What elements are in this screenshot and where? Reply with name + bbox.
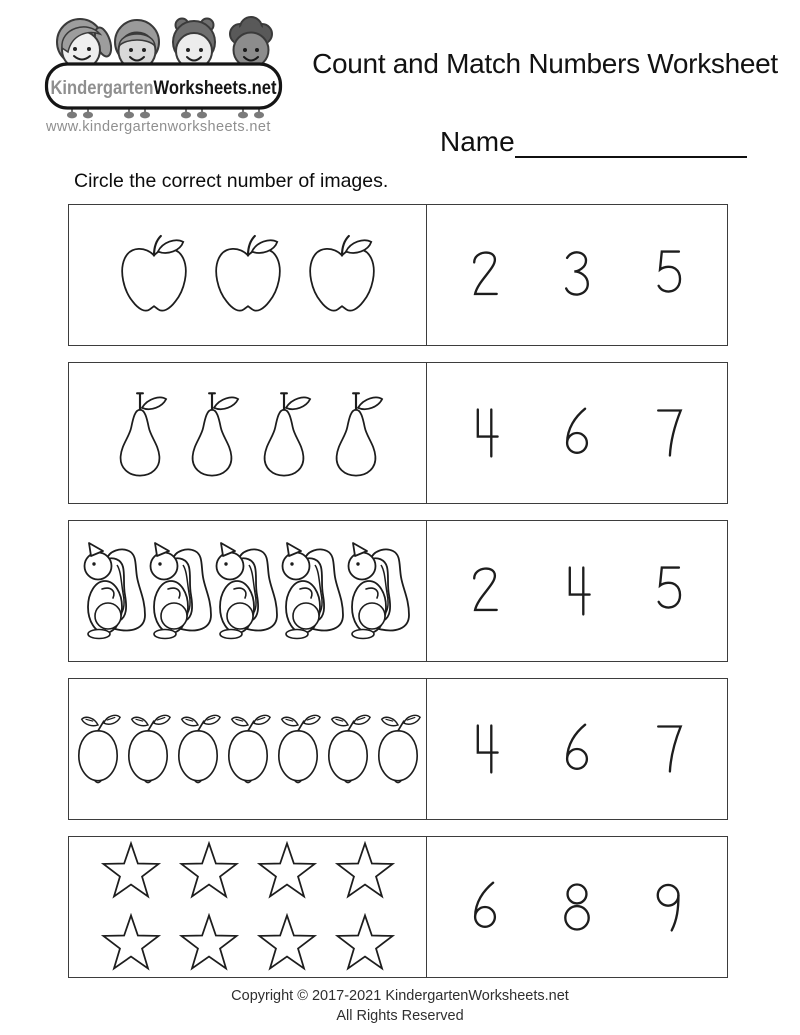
lemon-image: [324, 711, 372, 787]
choices-cell: [427, 363, 727, 503]
apple-image: [209, 232, 287, 318]
choices-cell: [427, 521, 727, 661]
kid-girl-1-icon: [57, 19, 114, 69]
lemon-image: [374, 711, 422, 787]
lemon-image: [74, 711, 122, 787]
star-image: [178, 913, 240, 973]
squirrel-image: [281, 540, 347, 642]
number-choice-4: [467, 719, 503, 779]
star-image: [256, 913, 318, 973]
pear-image: [182, 386, 242, 480]
kid-girl-2-icon: [173, 19, 215, 70]
instruction-text: Circle the correct number of images.: [74, 170, 389, 192]
number-choice-6: [467, 877, 503, 937]
images-cell: [69, 679, 427, 819]
brand-text-gray: Kindergarten: [50, 76, 154, 99]
star-image: [256, 841, 318, 901]
number-choice-4: [559, 561, 595, 621]
images-cell: [69, 837, 427, 977]
name-row: [440, 126, 747, 158]
worksheet-row: [68, 362, 728, 504]
worksheet-row: [68, 678, 728, 820]
star-image: [334, 841, 396, 901]
worksheet-row: [68, 836, 728, 978]
lemon-image: [274, 711, 322, 787]
kindergartenworksheets-logo: [44, 12, 284, 122]
apple-image: [303, 232, 381, 318]
rights-text: All Rights Reserved: [336, 1008, 464, 1025]
website-url: www.kindergartenworksheets.net: [46, 119, 271, 135]
choices-cell: [427, 679, 727, 819]
star-image: [100, 841, 162, 901]
name-label: Name: [440, 126, 515, 157]
squirrel-image: [347, 540, 413, 642]
page-title: Count and Match Numbers Worksheet: [312, 48, 778, 79]
lemon-image: [174, 711, 222, 787]
number-choice-5: [651, 245, 687, 305]
copyright-text: Copyright © 2017-2021 KindergartenWorksheets.net: [231, 988, 569, 1004]
name-blank-line: [515, 128, 747, 158]
worksheet-rows: [68, 204, 728, 994]
number-choice-2: [467, 245, 503, 305]
star-image: [100, 913, 162, 973]
number-choice-7: [651, 719, 687, 779]
number-choice-2: [467, 561, 503, 621]
number-choice-9: [651, 877, 687, 937]
squirrel-image: [83, 540, 149, 642]
lemon-image: [224, 711, 272, 787]
pear-image: [110, 386, 170, 480]
apple-image: [115, 232, 193, 318]
squirrel-image: [149, 540, 215, 642]
number-choice-3: [559, 245, 595, 305]
images-cell: [69, 205, 427, 345]
brand-text: [50, 77, 276, 99]
star-image: [334, 913, 396, 973]
number-choice-6: [559, 403, 595, 463]
images-cell: [69, 521, 427, 661]
kid-boy-2-icon: [230, 17, 272, 68]
footer: [0, 986, 800, 1027]
number-choice-7: [651, 403, 687, 463]
number-choice-4: [467, 403, 503, 463]
choices-cell: [427, 837, 727, 977]
pear-image: [254, 386, 314, 480]
pear-image: [326, 386, 386, 480]
number-choice-6: [559, 719, 595, 779]
worksheet-row: [68, 520, 728, 662]
choices-cell: [427, 205, 727, 345]
worksheet-row: [68, 204, 728, 346]
kid-boy-1-icon: [115, 20, 159, 70]
squirrel-image: [215, 540, 281, 642]
images-cell: [69, 363, 427, 503]
star-image: [178, 841, 240, 901]
lemon-image: [124, 711, 172, 787]
number-choice-8: [559, 877, 595, 937]
brand-text-black: Worksheets.net: [153, 76, 277, 99]
number-choice-5: [651, 561, 687, 621]
